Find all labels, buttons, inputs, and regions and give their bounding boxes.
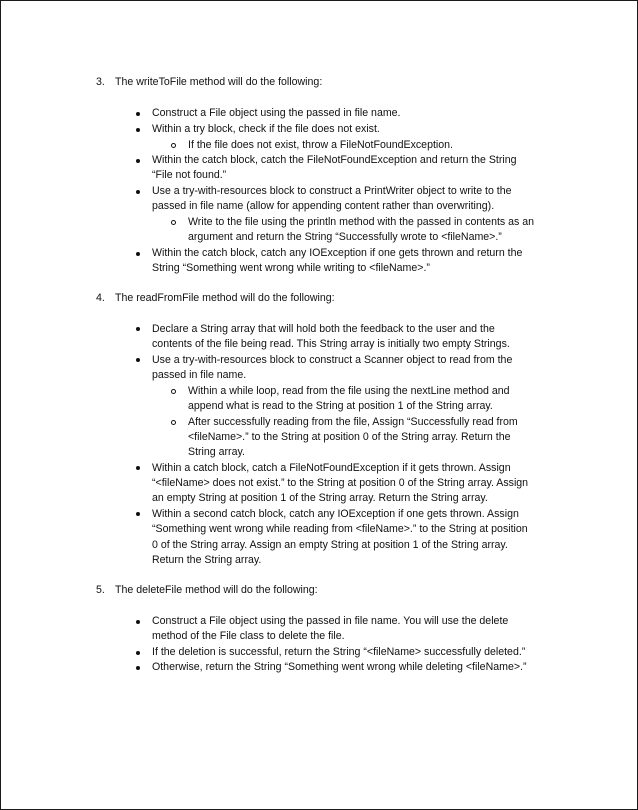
bullet-icon bbox=[136, 128, 140, 132]
section-4-line-15: 0 of the String array. Assign an empty String at position 1 of the String array. bbox=[152, 539, 508, 551]
section-4-line-3: Use a try-with-resources block to construct a Scanner object to read from the bbox=[152, 354, 513, 366]
section-3-line-6: Use a try-with-resources block to construct a PrintWriter object to write to the bbox=[152, 185, 512, 197]
section-4-line-9: String array. bbox=[188, 446, 245, 458]
sub-bullet-icon bbox=[171, 220, 176, 225]
sub-bullet-icon bbox=[171, 389, 176, 394]
section-4-line-10: Within a catch block, catch a FileNotFoundException if it gets thrown. Assign bbox=[152, 462, 511, 474]
section-4-line-1: Declare a String array that will hold both the feedback to the user and the bbox=[152, 323, 495, 335]
section-5-number: 5. bbox=[96, 584, 105, 596]
bullet-icon bbox=[136, 327, 140, 331]
sub-bullet-icon bbox=[171, 420, 176, 425]
bullet-icon bbox=[136, 112, 140, 116]
bullet-icon bbox=[136, 666, 140, 670]
section-5-line-3: If the deletion is successful, return the String “<fileName> successfully deleted.” bbox=[152, 646, 526, 658]
section-3-line-10: Within the catch block, catch any IOException if one gets thrown and return the bbox=[152, 247, 523, 259]
bullet-icon bbox=[136, 620, 140, 624]
section-3-line-1: Construct a File object using the passed in file name. bbox=[152, 107, 401, 119]
bullet-icon bbox=[136, 512, 140, 516]
section-4-line-13: Within a second catch block, catch any IOException if one gets thrown. Assign bbox=[152, 508, 519, 520]
bullet-icon bbox=[136, 466, 140, 470]
section-5-line-1: Construct a File object using the passed in file name. You will use the delete bbox=[152, 615, 509, 627]
sub-bullet-icon bbox=[171, 143, 176, 148]
bullet-icon bbox=[136, 358, 140, 362]
section-4-line-7: After successfully reading from the file, Assign “Successfully read from bbox=[188, 416, 518, 428]
bullet-icon bbox=[136, 651, 140, 655]
section-4-line-2: contents of the file being read. This String array is initially two empty Strings. bbox=[152, 338, 510, 350]
section-3-line-11: String “Something went wrong while writing to <fileName>.” bbox=[152, 262, 430, 274]
section-3-line-3: If the file does not exist, throw a FileNotFoundException. bbox=[188, 139, 453, 151]
section-3-line-5: “File not found.” bbox=[152, 169, 227, 181]
section-3-line-8: Write to the file using the println method with the passed in contents as an bbox=[188, 216, 535, 228]
bullet-icon bbox=[136, 252, 140, 256]
section-3-line-2: Within a try block, check if the file does not exist. bbox=[152, 123, 380, 135]
section-3-heading: The writeToFile method will do the following: bbox=[115, 76, 323, 88]
section-4-line-16: Return the String array. bbox=[152, 554, 262, 566]
section-4-line-14: “Something went wrong while reading from <fileName>.” to the String at position bbox=[152, 523, 528, 535]
section-3-line-9: argument and return the String “Successfully wrote to <fileName>.” bbox=[188, 231, 502, 243]
bullet-icon bbox=[136, 159, 140, 163]
section-4-line-5: Within a while loop, read from the file using the nextLine method and bbox=[188, 385, 510, 397]
section-4-line-8: <fileName>.” to the String at position 0 of the String array. Return the bbox=[188, 431, 511, 443]
bullet-icon bbox=[136, 190, 140, 194]
section-4-line-11: “<fileName> does not exist.” to the String at position 0 of the String array. Assign bbox=[152, 477, 529, 489]
section-4-line-6: append what is read to the String at position 1 of the String array. bbox=[188, 400, 493, 412]
section-3-line-4: Within the catch block, catch the FileNotFoundException and return the String bbox=[152, 154, 517, 166]
section-4-line-12: an empty String at position 1 of the String array. Return the String array. bbox=[152, 492, 488, 504]
section-5-line-2: method of the File class to delete the file. bbox=[152, 630, 345, 642]
section-3-line-7: passed in file name (allow for appending content rather than overwriting). bbox=[152, 200, 495, 212]
section-4-line-4: passed in file name. bbox=[152, 369, 247, 381]
section-4-number: 4. bbox=[96, 292, 105, 304]
section-5-line-4: Otherwise, return the String “Something went wrong while deleting <fileName>.” bbox=[152, 661, 527, 673]
section-3-number: 3. bbox=[96, 76, 105, 88]
section-5-heading: The deleteFile method will do the following: bbox=[115, 584, 318, 596]
section-4-heading: The readFromFile method will do the following: bbox=[115, 292, 335, 304]
